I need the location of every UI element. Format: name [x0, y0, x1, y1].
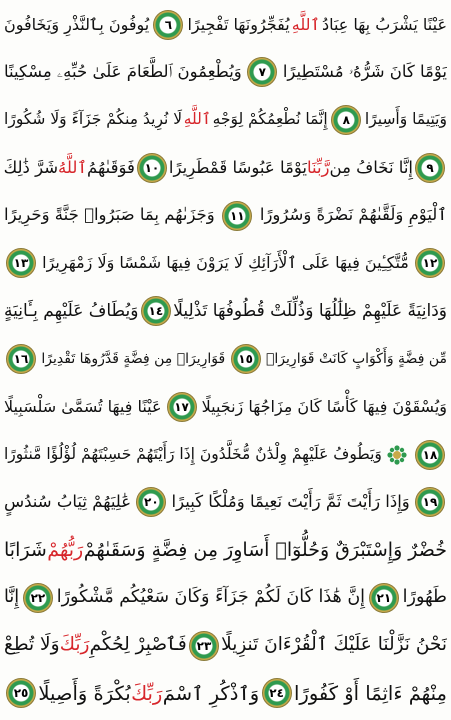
ayah-marker-icon: ٢٠ [136, 487, 166, 517]
verse-text: إِنَّا نَخَافُ مِن [329, 157, 413, 177]
verse-text: يُفَجِّرُونَهَا تَفْجِيرًا [187, 14, 290, 34]
text-line [4, 145, 447, 190]
verse-text: وَيَطُوفُ عَلَيْهِمْ وِلْدَٰنٌ مُّخَلَّدُونَ إِذَا رَأَيْتَهُمْ حَسِبْتَهُمْ لُؤْلُؤًا مَّنثُورًا [4, 444, 382, 463]
text-line [4, 336, 447, 381]
ayah-marker-icon: ٩ [415, 153, 445, 183]
text-line [4, 50, 447, 95]
ayah-marker-icon: ١٩ [415, 487, 445, 517]
verse-text: لَا نُرِيدُ مِنكُمْ جَزَآءً وَلَا شُكُورًا [4, 110, 183, 129]
verse-text: وَلَا تُطِعْ [4, 634, 60, 656]
ayah-marker-icon: ١٤ [141, 296, 171, 326]
text-line [4, 193, 447, 238]
verse-text: وَيُطَافُ عَلَيْهِم بِـَٔانِيَةٍ [4, 300, 139, 321]
verse-text: طَهُورًا [402, 587, 447, 608]
verse-lines [4, 0, 447, 720]
sajda-rosette-icon [386, 444, 408, 466]
text-line [4, 241, 447, 286]
text-line [4, 384, 447, 429]
verse-text: عَٰلِيَهُمْ ثِيَابُ سُندُسٍ [4, 492, 132, 512]
text-line [4, 671, 447, 716]
divine-name: رَبِّكَ [131, 681, 163, 705]
verse-text: وَيُطْعِمُونَ ٱلطَّعَامَ عَلَىٰ حُبِّهِۦ مِسْكِينًا [4, 62, 242, 82]
ayah-marker-icon: ١٥ [231, 344, 261, 374]
ayah-marker-icon: ٢٥ [6, 678, 36, 708]
verse-text: يَوْمًا عَبُوسًا قَمْطَرِيرًا [168, 157, 307, 177]
ayah-marker-icon: ٢١ [369, 583, 399, 613]
text-line [4, 289, 447, 334]
ayah-marker-icon: ١٢ [415, 248, 445, 278]
verse-text: وَيُسْقَوْنَ فِيهَا كَأْسًا كَانَ مِزَاجُهَا زَنجَبِيلًا [201, 396, 447, 416]
ayah-marker-icon: ١٨ [415, 440, 445, 470]
text-line [4, 575, 447, 620]
verse-text: نَحْنُ نَزَّلْنَا عَلَيْكَ ٱلْقُرْءَانَ تَنزِيلًا [221, 634, 447, 656]
ayah-marker-icon: ٢٤ [262, 678, 292, 708]
verse-text: وَجَزَىٰهُم بِمَا صَبَرُوا۟ جَنَّةً وَحَرِيرًا [4, 205, 215, 225]
divine-name: ٱللَّهُ [58, 157, 88, 177]
ayah-marker-icon: ١٦ [6, 344, 36, 374]
verse-text: إِنَّمَا نُطْعِمُكُمْ لِوَجْهِ [212, 110, 328, 129]
text-line [4, 432, 447, 477]
verse-text: خُضْرٌ وَإِسْتَبْرَقٌ وَحُلُّوٓا۟ أَسَاوِرَ مِن فِضَّةٍ وَسَقَىٰهُمْ [83, 538, 447, 561]
text-line [4, 2, 447, 47]
ayah-marker-icon: ١٣ [6, 248, 36, 278]
text-line [4, 528, 447, 573]
text-line [4, 480, 447, 525]
verse-text: وَيَتِيمًا وَأَسِيرًا [364, 110, 447, 129]
verse-text: يَوْمًا كَانَ شَرُّهُۥ مُسْتَطِيرًا [282, 62, 447, 82]
ayah-marker-icon: ١٠ [137, 153, 167, 183]
divine-name: ٱللَّهِ [183, 110, 211, 129]
verse-text: شَرَّ ذَٰلِكَ [4, 157, 59, 177]
verse-text: مِّن فِضَّةٍ وَأَكْوَابٍ كَانَتْ قَوَارِيرَا۠ [266, 350, 447, 367]
divine-name: ٱللَّهِ [291, 14, 320, 34]
ayah-marker-icon: ٢٢ [23, 583, 53, 613]
verse-text: مُّتَّكِـِٔينَ فِيهَا عَلَى ٱلْأَرَآئِكِ لَا يَرَوْنَ فِيهَا شَمْسًا وَلَا زَمْهَرِيرًا [42, 253, 409, 273]
ayah-marker-icon: ٢٣ [189, 631, 219, 661]
verse-text: عَيْنًا فِيهَا تُسَمَّىٰ سَلْسَبِيلًا [4, 396, 162, 416]
verse-text: بُكْرَةً وَأَصِيلًا [38, 681, 131, 705]
verse-text: عَيْنًا يَشْرَبُ بِهَا عِبَادُ [321, 14, 447, 34]
verse-text: وَٱذْكُرِ ٱسْمَ [162, 681, 260, 705]
ayah-marker-icon: ١١ [222, 201, 252, 231]
ayah-marker-icon: ٦ [153, 10, 183, 40]
text-line [4, 623, 447, 668]
verse-text: قَوَارِيرَا۟ مِن فِضَّةٍ قَدَّرُوهَا تَقْدِيرًا [41, 350, 226, 367]
ayah-marker-icon: ٨ [331, 105, 361, 135]
verse-text: وَإِذَا رَأَيْتَ ثَمَّ رَأَيْتَ نَعِيمًا وَمُلْكًا كَبِيرًا [171, 492, 410, 512]
verse-text: يُوفُونَ بِٱلنَّذْرِ وَيَخَافُونَ [4, 14, 150, 34]
ayah-marker-icon: ٧ [247, 57, 277, 87]
divine-name: رَبِّكَ [59, 634, 90, 656]
verse-text: إِنَّ هَٰذَا كَانَ لَكُمْ جَزَآءً وَكَانَ سَعْيُكُم مَّشْكُورًا [56, 587, 366, 608]
verse-text: وَدَانِيَةً عَلَيْهِمْ ظِلَٰلُهَا وَذُلِّلَتْ قُطُوفُهَا تَذْلِيلًا [173, 300, 447, 321]
text-line [4, 98, 447, 143]
verse-text: إِنَّا [4, 587, 20, 608]
verse-text: فَوَقَىٰهُمُ [87, 157, 135, 177]
divine-name: رَبُّهُمْ [47, 538, 84, 561]
verse-text: مِنْهُمْ ءَاثِمًا أَوْ كَفُورًا [293, 681, 447, 705]
ayah-marker-icon: ١٧ [167, 392, 197, 422]
divine-name: رَّبِّنَا [306, 157, 330, 177]
verse-text: فَٱصْبِرْ لِحُكْمِ [89, 634, 187, 656]
verse-text: ٱلْيَوْمِ وَلَقَّىٰهُمْ نَضْرَةً وَسُرُورًا [259, 205, 447, 225]
verse-text: شَرَابًا [4, 538, 47, 561]
